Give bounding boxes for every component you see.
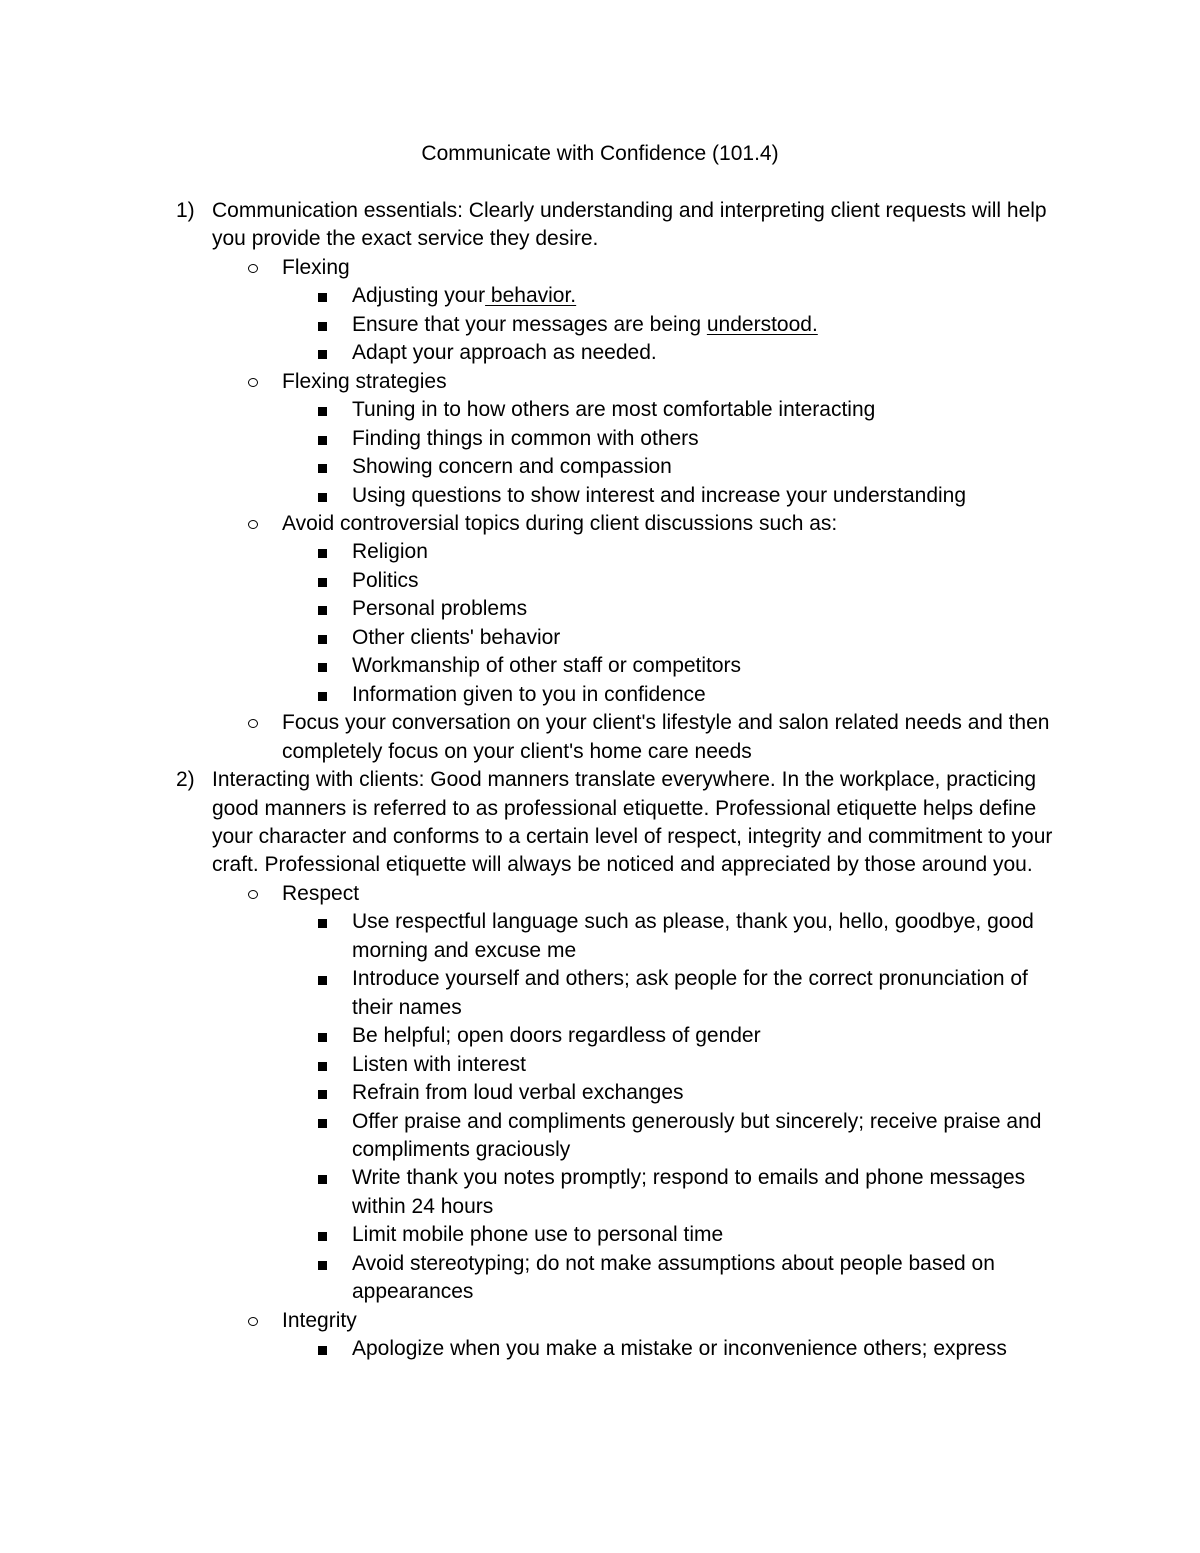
hollow-circle-bullet-icon [248, 719, 258, 728]
hollow-circle-bullet-icon [248, 890, 258, 899]
square-bullet-icon [318, 464, 327, 473]
list-item [0, 595, 1200, 623]
list-item-text: Offer praise and compliments generously but sincerely; receive praise and compliments graciously [352, 1109, 1042, 1161]
list-item [0, 538, 1200, 566]
list-item-text: Using questions to show interest and increase your understanding [352, 483, 967, 507]
list-item [0, 1051, 1200, 1079]
sub-item-text: Avoid controversial topics during client discussions such as: [282, 511, 838, 535]
underlined-text: behavior. [485, 284, 577, 308]
square-bullet-icon [318, 976, 327, 985]
list-item-text: Apologize when you make a mistake or inconvenience others; express [352, 1337, 1007, 1361]
square-bullet-icon [318, 1090, 327, 1099]
sub-item [0, 709, 1200, 766]
square-bullet-icon [318, 578, 327, 587]
sub-item-text: Respect [282, 881, 360, 905]
square-bullet-icon [318, 663, 327, 672]
list-item [0, 282, 1200, 310]
sub-item [0, 1307, 1200, 1335]
list-item [0, 1250, 1200, 1307]
hollow-circle-bullet-icon [248, 264, 258, 273]
square-bullet-icon [318, 436, 327, 445]
list-item [0, 1164, 1200, 1221]
list-item-text: Politics [352, 568, 419, 592]
list-item [0, 965, 1200, 1022]
list-item-text: Refrain from loud verbal exchanges [352, 1081, 684, 1105]
sub-item [0, 254, 1200, 282]
list-item [0, 425, 1200, 453]
sub-item-text: Focus your conversation on your client's lifestyle and salon related needs and then completely focus on your client's home care needs [282, 711, 1050, 763]
hollow-circle-bullet-icon [248, 520, 258, 529]
text-run: Ensure that your messages are being [352, 312, 707, 336]
text-run: Adjusting your [352, 284, 486, 308]
list-item [0, 396, 1200, 424]
list-item-text: Tuning in to how others are most comfortable interacting [352, 398, 876, 422]
list-item [0, 567, 1200, 595]
square-bullet-icon [318, 692, 327, 701]
list-item [0, 1221, 1200, 1249]
item-text: Communication essentials: Clearly understanding and interpreting client requests will help you provide the exact service they desire. [212, 199, 1047, 251]
sub-item-text: Flexing strategies [282, 369, 447, 393]
list-item-text: Religion [352, 540, 428, 564]
hollow-circle-bullet-icon [248, 1317, 258, 1326]
page-title: Communicate with Confidence (101.4) [421, 142, 779, 165]
square-bullet-icon [318, 1119, 327, 1128]
sub-item [0, 368, 1200, 396]
list-item [0, 1079, 1200, 1107]
list-item-text: Workmanship of other staff or competitors [352, 654, 742, 678]
list-item [0, 908, 1200, 965]
list-item [0, 339, 1200, 367]
document-body [0, 197, 1200, 1364]
list-item-text: Write thank you notes promptly; respond to emails and phone messages within 24 hours [352, 1166, 1026, 1218]
square-bullet-icon [318, 293, 327, 302]
square-bullet-icon [318, 1261, 327, 1270]
list-item-text: Limit mobile phone use to personal time [352, 1223, 724, 1247]
list-item-text: Adapt your approach as needed. [352, 341, 657, 365]
list-item-text: Introduce yourself and others; ask people for the correct pronunciation of their names [352, 967, 1028, 1019]
square-bullet-icon [318, 919, 327, 928]
item-number: 2) [176, 768, 195, 792]
list-item-text: Be helpful; open doors regardless of gender [352, 1024, 761, 1048]
list-item [0, 1022, 1200, 1050]
list-item [0, 681, 1200, 709]
numbered-item [0, 197, 1200, 254]
list-item-text: Finding things in common with others [352, 426, 699, 450]
square-bullet-icon [318, 635, 327, 644]
list-item-text: Personal problems [352, 597, 528, 621]
list-item-text [352, 311, 1072, 339]
sub-item-text: Integrity [282, 1308, 357, 1332]
list-item [0, 624, 1200, 652]
square-bullet-icon [318, 1175, 327, 1184]
square-bullet-icon [318, 493, 327, 502]
list-item [0, 652, 1200, 680]
list-item-text: Use respectful language such as please, thank you, hello, goodbye, good morning and excuse me [352, 910, 1034, 962]
square-bullet-icon [318, 1232, 327, 1241]
square-bullet-icon [318, 350, 327, 359]
list-item [0, 482, 1200, 510]
square-bullet-icon [318, 322, 327, 331]
list-item [0, 311, 1200, 339]
list-item [0, 1335, 1200, 1363]
list-item-text: Other clients' behavior [352, 625, 561, 649]
square-bullet-icon [318, 549, 327, 558]
list-item [0, 1108, 1200, 1165]
square-bullet-icon [318, 1033, 327, 1042]
list-item-text: Avoid stereotyping; do not make assumptions about people based on appearances [352, 1251, 995, 1304]
list-item [0, 453, 1200, 481]
square-bullet-icon [318, 1346, 327, 1355]
list-item-text: Showing concern and compassion [352, 455, 672, 479]
sub-item [0, 880, 1200, 908]
list-item-text: Listen with interest [352, 1052, 526, 1076]
square-bullet-icon [318, 407, 327, 416]
sub-item [0, 510, 1200, 538]
underlined-text: understood. [706, 312, 818, 336]
list-item-text [352, 282, 1072, 310]
item-number: 1) [176, 199, 195, 222]
sub-item-text: Flexing [282, 255, 350, 279]
hollow-circle-bullet-icon [248, 378, 258, 387]
list-item-text: Information given to you in confidence [352, 682, 706, 706]
square-bullet-icon [318, 1062, 327, 1071]
square-bullet-icon [318, 606, 327, 615]
item-text: Interacting with clients: Good manners translate everywhere. In the workplace, practicing good manners is referred to as professional etiquette. Professional etiquette helps define your character and conforms to a certain level of respect, integrity and commitment to your craft. Professional etiquette will always be noticed and appreciated by those around you. [212, 768, 1053, 877]
numbered-item [0, 766, 1200, 880]
